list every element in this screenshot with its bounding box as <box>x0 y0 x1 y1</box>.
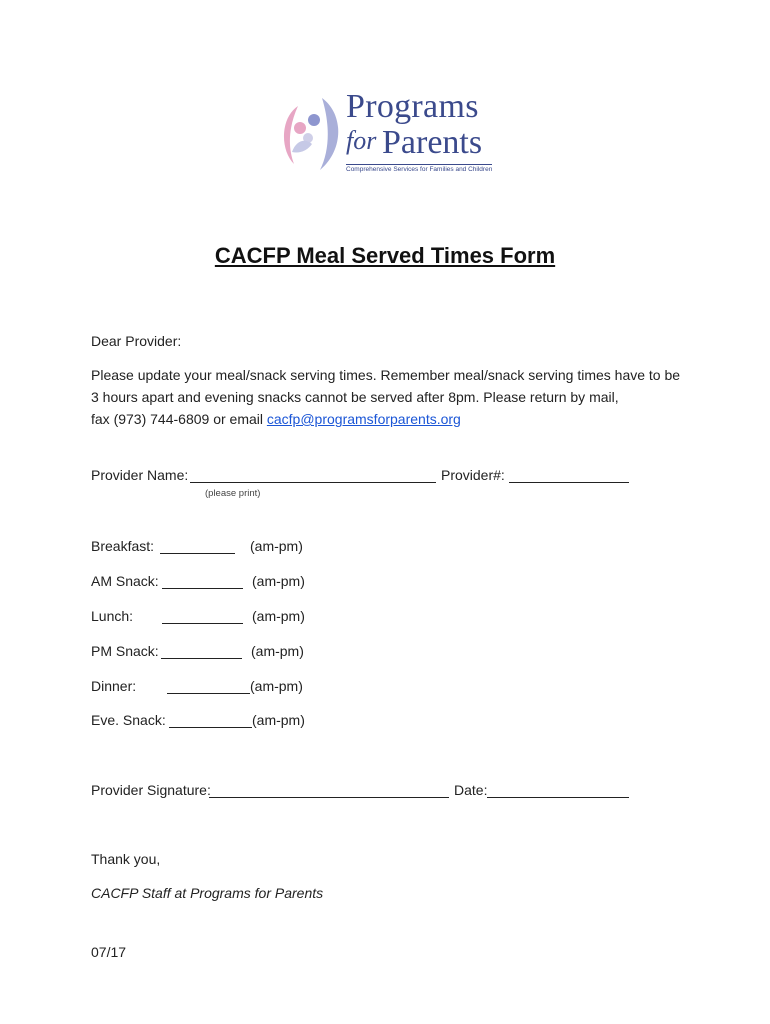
lunch-unit: (am-pm) <box>252 608 305 624</box>
staff-signoff: CACFP Staff at Programs for Parents <box>91 885 324 901</box>
dinner-time-field[interactable] <box>167 679 250 694</box>
lunch-label: Lunch: <box>91 608 134 624</box>
eve-snack-label: Eve. Snack: <box>91 712 166 728</box>
form-revision-code: 07/17 <box>91 944 127 960</box>
programs-for-parents-logo <box>278 88 500 180</box>
logo-tagline: Comprehensive Services for Families and Children <box>346 166 493 173</box>
logo-word-programs: Programs <box>346 88 479 125</box>
eve-snack-unit: (am-pm) <box>252 712 305 728</box>
breakfast-unit: (am-pm) <box>250 538 303 554</box>
logo-word-parents: Parents <box>382 124 483 161</box>
provider-number-field[interactable] <box>509 468 629 483</box>
breakfast-time-field[interactable] <box>160 539 235 554</box>
eve-snack-time-field[interactable] <box>169 713 252 728</box>
am-snack-unit: (am-pm) <box>252 573 305 589</box>
contact-text: fax (973) 744-6809 or email <box>91 411 267 427</box>
logo-word-for: for <box>346 126 377 155</box>
instructions-line-1: Please update your meal/snack serving times. Remember meal/snack serving times have to be <box>91 367 681 383</box>
email-link[interactable]: cacfp@programsforparents.org <box>266 411 461 427</box>
pm-snack-unit: (am-pm) <box>251 643 304 659</box>
instructions-line-3 <box>91 411 461 427</box>
pm-snack-time-field[interactable] <box>161 644 242 659</box>
form-title: CACFP Meal Served Times Form <box>214 243 556 268</box>
am-snack-time-field[interactable] <box>162 574 243 589</box>
greeting: Dear Provider: <box>91 333 182 349</box>
family-figures-icon <box>278 92 342 172</box>
provider-name-field[interactable] <box>190 468 436 483</box>
provider-name-label: Provider Name: <box>91 467 189 483</box>
dinner-label: Dinner: <box>91 678 137 694</box>
dinner-unit: (am-pm) <box>250 678 303 694</box>
instructions-line-2: 3 hours apart and evening snacks cannot be served after 8pm. Please return by mail, <box>91 389 619 405</box>
provider-number-label: Provider#: <box>441 467 505 483</box>
date-field[interactable] <box>487 783 629 798</box>
logo-divider <box>346 164 492 165</box>
signature-field[interactable] <box>209 783 449 798</box>
am-snack-label: AM Snack: <box>91 573 159 589</box>
pm-snack-label: PM Snack: <box>91 643 159 659</box>
thank-you-text: Thank you, <box>91 851 161 867</box>
please-print-hint: (please print) <box>205 488 261 499</box>
signature-label: Provider Signature: <box>91 782 211 798</box>
date-label: Date: <box>454 782 488 798</box>
breakfast-label: Breakfast: <box>91 538 155 554</box>
lunch-time-field[interactable] <box>162 609 243 624</box>
